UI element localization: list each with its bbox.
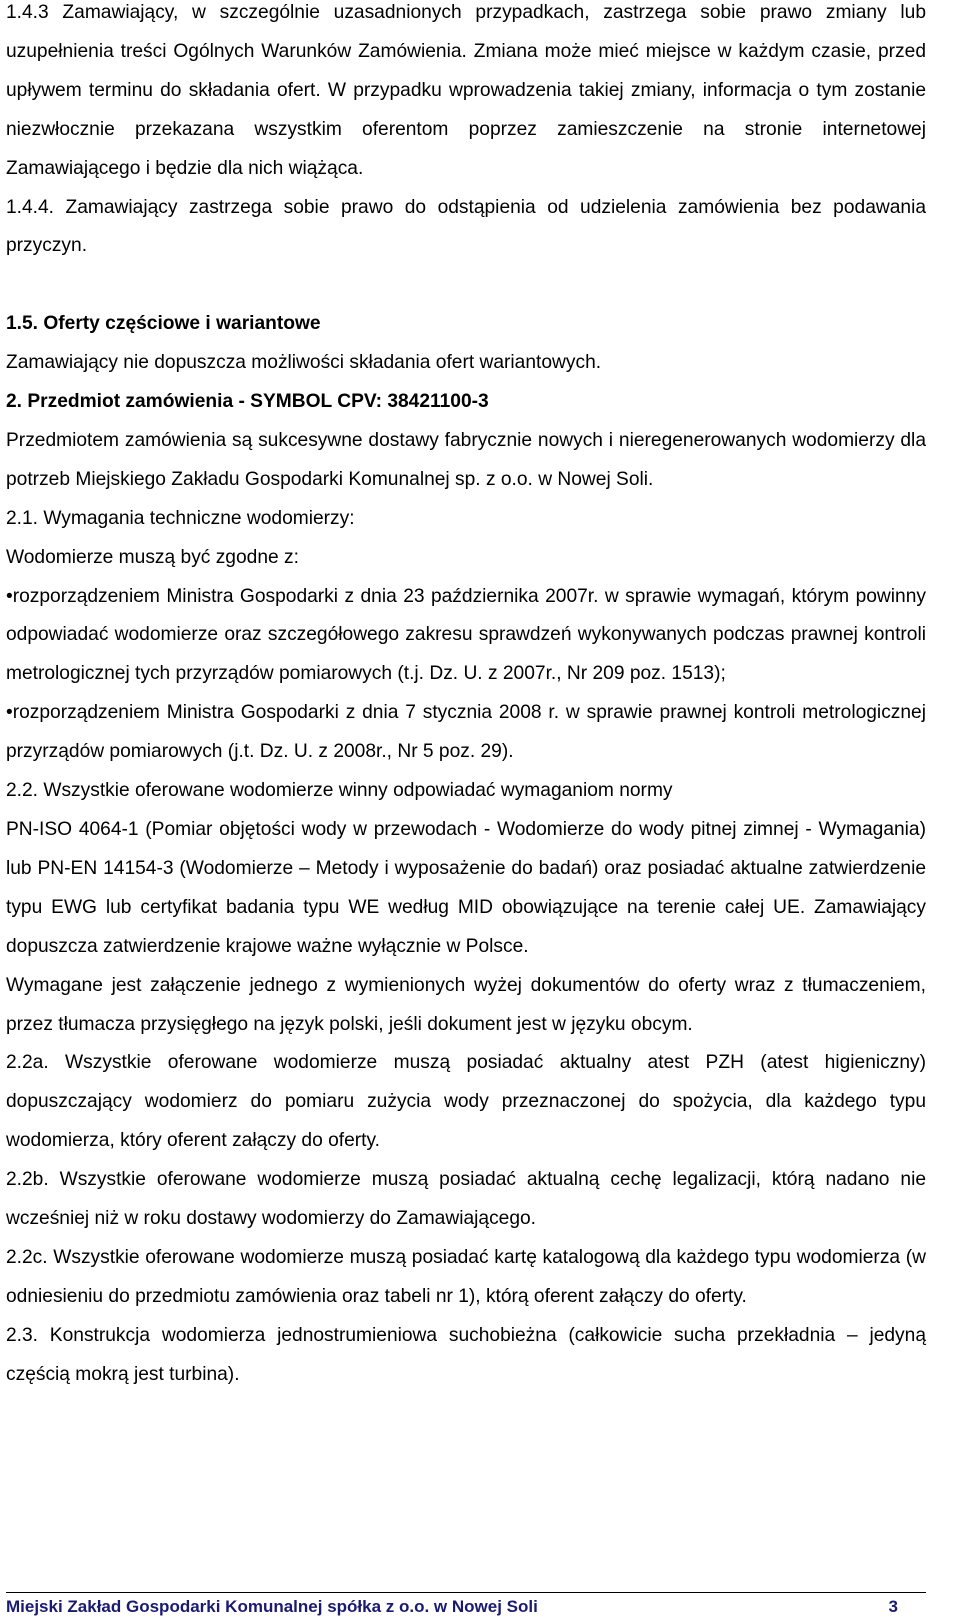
paragraph-2-2: 2.2. Wszystkie oferowane wodomierze winny odpowiadać wymaganiom normy	[6, 780, 673, 802]
paragraph-2-3: 2.3. Konstrukcja wodomierza jednostrumieniowa suchobieżna (całkowicie sucha przekładnia – jedyną częścią mokrą jest turbina).	[6, 1324, 926, 1385]
paragraph-2-2a: 2.2a. Wszystkie oferowane wodomierze muszą posiadać aktualny atest PZH (atest higieniczny) dopuszczający wodomierz do pomiaru zużycia wody przeznaczonej do spożycia, dla każdego typu wodomierza, który oferent załączy do oferty.	[6, 1052, 926, 1152]
footer-company-name: Miejski Zakład Gospodarki Komunalnej spółka z o.o. w Nowej Soli	[6, 1597, 538, 1616]
paragraph-translation: Wymagane jest załączenie jednego z wymienionych wyżej dokumentów do oferty wraz z tłumaczeniem, przez tłumacza przysięgłego na język polski, jeśli dokument jest w języku obcym.	[6, 974, 926, 1035]
paragraph-1-4-3: 1.4.3 Zamawiający, w szczególnie uzasadnionych przypadkach, zastrzega sobie prawo zmiany lub uzupełnienia treści Ogólnych Warunków Zamówienia. Zmiana może mieć miejsce w każdym czasie, przed upływem terminu do składania ofert. W przypadku wprowadzenia takiej zmiany, informacja o tym zostanie niezwłocznie przekazana wszystkim oferentom poprzez zamieszczenie na stronie internetowej Zamawiającego i będzie dla nich wiążąca.	[6, 2, 926, 179]
paragraph-variant-offers: Zamawiający nie dopuszcza możliwości składania ofert wariantowych.	[6, 352, 602, 374]
section-heading-1-5: 1.5. Oferty częściowe i wariantowe	[6, 313, 321, 335]
bullet-item-regulation-2008: •rozporządzeniem Ministra Gospodarki z dnia 7 stycznia 2008 r. w sprawie prawnej kontroli metrologicznej przyrządów pomiarowych (j.t. Dz. U. z 2008r., Nr 5 poz. 29).	[6, 702, 926, 763]
paragraph-subject: Przedmiotem zamówienia są sukcesywne dostawy fabrycznie nowych i nieregenerowanych wodomierzy dla potrzeb Miejskiego Zakładu Gospodarki Komunalnej sp. z o.o. w Nowej Soli.	[6, 429, 926, 490]
paragraph-norms: PN-ISO 4064-1 (Pomiar objętości wody w przewodach - Wodomierze do wody pitnej zimnej - Wymagania) lub PN-EN 14154-3 (Wodomierze – Metody i wyposażenie do badań) oraz posiadać aktualne zatwierdzenie typu EWG lub certyfikat badania typu WE według MID obowiązujące na terenie całej UE. Zamawiający dopuszcza zatwierdzenie krajowe ważne wyłącznie w Polsce.	[6, 819, 926, 957]
subsection-heading-2-1: 2.1. Wymagania techniczne wodomierzy:	[6, 507, 355, 529]
footer-page-number: 3	[888, 1597, 898, 1616]
document-body	[6, 0, 926, 1395]
section-heading-2: 2. Przedmiot zamówienia - SYMBOL CPV: 38421100-3	[6, 391, 489, 413]
blank-line	[6, 266, 926, 305]
paragraph-2-2b: 2.2b. Wszystkie oferowane wodomierze muszą posiadać aktualną cechę legalizacji, którą nadano nie wcześniej niż w roku dostawy wodomierzy do Zamawiającego.	[6, 1169, 926, 1230]
page-footer	[6, 1592, 926, 1622]
bullet-item-regulation-2007: •rozporządzeniem Ministra Gospodarki z dnia 23 października 2007r. w sprawie wymagań, którym powinny odpowiadać wodomierze oraz szczegółowego zakresu sprawdzeń wykonywanych podczas prawnej kontroli metrologicznej tych przyrządów pomiarowych (t.j. Dz. U. z 2007r., Nr 209 poz. 1513);	[6, 585, 926, 685]
paragraph-compliance-intro: Wodomierze muszą być zgodne z:	[6, 546, 299, 568]
paragraph-1-4-4: 1.4.4. Zamawiający zastrzega sobie prawo do odstąpienia od udzielenia zamówienia bez podawania przyczyn.	[6, 196, 926, 257]
paragraph-2-2c: 2.2c. Wszystkie oferowane wodomierze muszą posiadać kartę katalogową dla każdego typu wodomierza (w odniesieniu do przedmiotu zamówienia oraz tabeli nr 1), którą oferent załączy do oferty.	[6, 1246, 926, 1307]
